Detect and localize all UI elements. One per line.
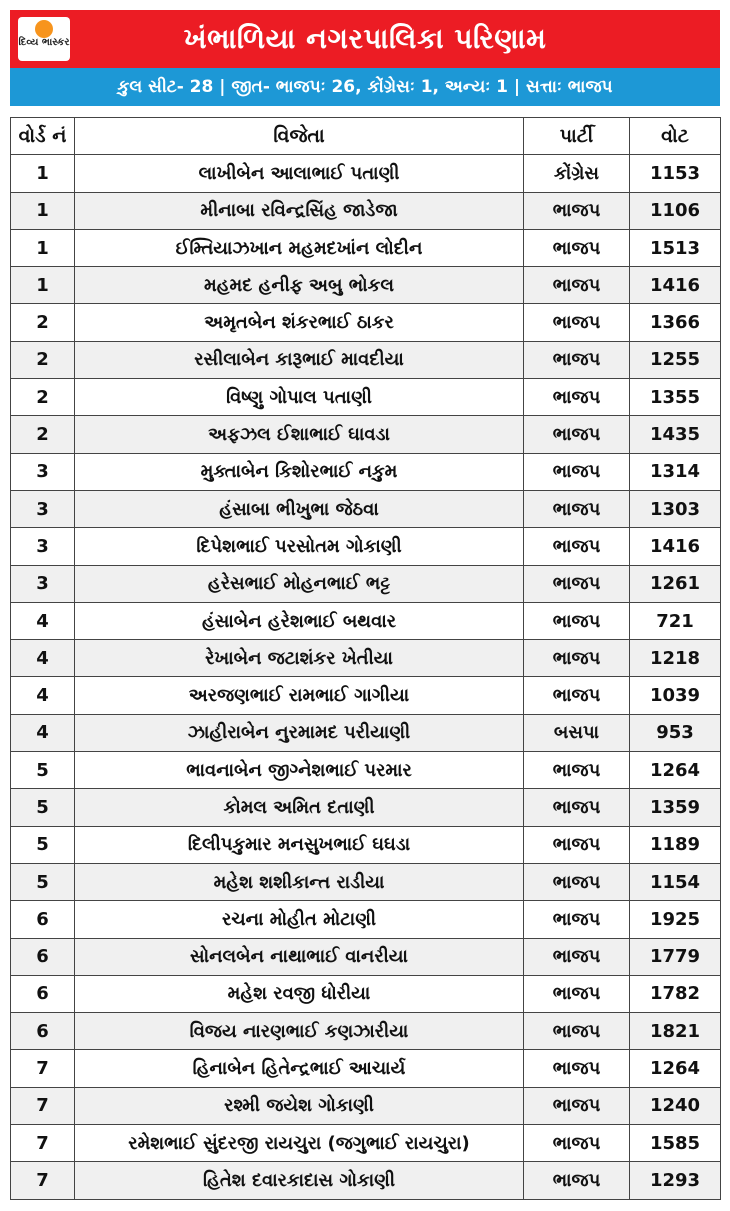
winner-cell: મહેશ શશીકાન્ત રાડીયા	[75, 863, 524, 900]
party-cell: ભાજપ	[524, 267, 630, 304]
ward-cell: 2	[11, 341, 75, 378]
party-cell: ભાજપ	[524, 938, 630, 975]
table-row	[11, 640, 721, 677]
winner-cell: હંસાબેન હરેશભાઈ બથવાર	[75, 602, 524, 639]
party-cell: ભાજપ	[524, 677, 630, 714]
ward-cell: 6	[11, 901, 75, 938]
table-row	[11, 863, 721, 900]
table-row	[11, 602, 721, 639]
party-cell: ભાજપ	[524, 975, 630, 1012]
votes-cell: 1189	[630, 826, 721, 863]
winner-cell: લાખીબેન આલાભાઈ પતાણી	[75, 155, 524, 192]
ward-cell: 3	[11, 453, 75, 490]
winner-cell: હિતેશ દવારકાદાસ ગોકાણી	[75, 1162, 524, 1199]
ward-cell: 6	[11, 1013, 75, 1050]
sun-icon	[35, 20, 53, 38]
table-row	[11, 453, 721, 490]
table-row	[11, 714, 721, 751]
winner-cell: રશ્મી જયેશ ગોકાણી	[75, 1087, 524, 1124]
party-cell: ભાજપ	[524, 789, 630, 826]
votes-cell: 1585	[630, 1125, 721, 1162]
votes-cell: 1255	[630, 341, 721, 378]
title-bar	[10, 10, 720, 68]
winner-cell: સોનલબેન નાથાભાઈ વાનરીયા	[75, 938, 524, 975]
winner-cell: મુક્તાબેન કિશોરભાઈ નકુમ	[75, 453, 524, 490]
votes-cell: 1782	[630, 975, 721, 1012]
table-row	[11, 677, 721, 714]
votes-cell: 1925	[630, 901, 721, 938]
votes-cell: 1106	[630, 192, 721, 229]
winner-cell: અરજણભાઈ રામભાઈ ગાગીયા	[75, 677, 524, 714]
ward-cell: 3	[11, 528, 75, 565]
votes-cell: 1218	[630, 640, 721, 677]
summary-text: કુલ સીટ- 28 | જીત- ભાજપઃ 26, કોંગ્રેસઃ 1, અન્યઃ 1 | સત્તાઃ ભાજપ	[117, 77, 613, 97]
winner-cell: ઝાહીરાબેન નુરમામદ પરીયાણી	[75, 714, 524, 751]
votes-cell: 1303	[630, 490, 721, 527]
party-cell: ભાજપ	[524, 1125, 630, 1162]
table-row	[11, 490, 721, 527]
votes-cell: 1240	[630, 1087, 721, 1124]
ward-cell: 5	[11, 752, 75, 789]
votes-cell: 1366	[630, 304, 721, 341]
votes-cell: 1153	[630, 155, 721, 192]
votes-cell: 1779	[630, 938, 721, 975]
winner-cell: રચના મોહીત મોટાણી	[75, 901, 524, 938]
column-header-winner: વિજેતા	[75, 118, 524, 155]
table-row	[11, 304, 721, 341]
table-row	[11, 975, 721, 1012]
table-row	[11, 826, 721, 863]
table-row	[11, 1087, 721, 1124]
votes-cell: 1821	[630, 1013, 721, 1050]
ward-cell: 7	[11, 1087, 75, 1124]
votes-cell: 721	[630, 602, 721, 639]
winner-cell: હંસાબા ભીખુભા જેઠવા	[75, 490, 524, 527]
table-row	[11, 267, 721, 304]
winner-cell: હિનાબેન હિતેન્દ્રભાઈ આચાર્ય	[75, 1050, 524, 1087]
winner-cell: ભાવનાબેન જીગ્નેશભાઈ પરમાર	[75, 752, 524, 789]
votes-cell: 1416	[630, 267, 721, 304]
winner-cell: હરેસભાઈ મોહનભાઈ ભટ્ટ	[75, 565, 524, 602]
votes-cell: 1261	[630, 565, 721, 602]
party-cell: ભાજપ	[524, 490, 630, 527]
votes-cell: 1359	[630, 789, 721, 826]
votes-cell: 1264	[630, 1050, 721, 1087]
party-cell: ભાજપ	[524, 229, 630, 266]
ward-cell: 3	[11, 565, 75, 602]
votes-cell: 1513	[630, 229, 721, 266]
ward-cell: 6	[11, 975, 75, 1012]
winner-cell: વિષ્ણુ ગોપાલ પતાણી	[75, 379, 524, 416]
table-row	[11, 379, 721, 416]
votes-cell: 1435	[630, 416, 721, 453]
ward-cell: 1	[11, 155, 75, 192]
winner-cell: દિલીપકુમાર મનસુખભાઈ ઘઘડા	[75, 826, 524, 863]
table-row	[11, 1013, 721, 1050]
ward-cell: 5	[11, 863, 75, 900]
party-cell: ભાજપ	[524, 453, 630, 490]
winner-cell: મીનાબા રવિન્દ્રસિંહ જાડેજા	[75, 192, 524, 229]
ward-cell: 1	[11, 229, 75, 266]
column-header-votes: વોટ	[630, 118, 721, 155]
header-row	[11, 118, 721, 155]
votes-cell: 1314	[630, 453, 721, 490]
page-title: ખંભાળિયા નગરપાલિકા પરિણામ	[183, 22, 547, 55]
winner-cell: ઈમ્તિયાઝખાન મહમદખાંન લોદીન	[75, 229, 524, 266]
ward-cell: 5	[11, 826, 75, 863]
party-cell: ભાજપ	[524, 192, 630, 229]
results-body	[11, 155, 721, 1199]
votes-cell: 1154	[630, 863, 721, 900]
table-row	[11, 752, 721, 789]
winner-cell: દિપેશભાઈ પરસોતમ ગોકાણી	[75, 528, 524, 565]
party-cell: ભાજપ	[524, 863, 630, 900]
winner-cell: અફઝલ ઈશાભાઈ ઘાવડા	[75, 416, 524, 453]
votes-cell: 1264	[630, 752, 721, 789]
party-cell: ભાજપ	[524, 565, 630, 602]
table-row	[11, 901, 721, 938]
ward-cell: 4	[11, 677, 75, 714]
party-cell: ભાજપ	[524, 1162, 630, 1199]
party-cell: ભાજપ	[524, 304, 630, 341]
party-cell: ભાજપ	[524, 901, 630, 938]
table-row	[11, 1050, 721, 1087]
table-row	[11, 789, 721, 826]
party-cell: ભાજપ	[524, 1013, 630, 1050]
ward-cell: 4	[11, 640, 75, 677]
logo-text: દિવ્ય ભાસ્કર	[18, 37, 70, 48]
votes-cell: 1293	[630, 1162, 721, 1199]
table-row	[11, 565, 721, 602]
table-row	[11, 1162, 721, 1199]
winner-cell: રમેશભાઈ સુંદરજી રાયચુરા (જગુભાઈ રાયચુરા)	[75, 1125, 524, 1162]
ward-cell: 7	[11, 1050, 75, 1087]
winner-cell: કોમલ અમિત દતાણી	[75, 789, 524, 826]
party-cell: ભાજપ	[524, 528, 630, 565]
table-row	[11, 192, 721, 229]
table-row	[11, 155, 721, 192]
ward-cell: 2	[11, 304, 75, 341]
party-cell: ભાજપ	[524, 1050, 630, 1087]
party-cell: ભાજપ	[524, 379, 630, 416]
party-cell: ભાજપ	[524, 1087, 630, 1124]
table-row	[11, 1125, 721, 1162]
summary-bar	[10, 68, 720, 106]
winner-cell: મહમદ હનીફ અબુ ભોકલ	[75, 267, 524, 304]
winner-cell: રસીલાબેન કારૂભાઈ માવદીયા	[75, 341, 524, 378]
party-cell: ભાજપ	[524, 826, 630, 863]
divya-bhaskar-logo	[18, 17, 70, 61]
votes-cell: 1416	[630, 528, 721, 565]
votes-cell: 1039	[630, 677, 721, 714]
table-row	[11, 528, 721, 565]
table-row	[11, 229, 721, 266]
party-cell: ભાજપ	[524, 602, 630, 639]
votes-cell: 1355	[630, 379, 721, 416]
party-cell: ભાજપ	[524, 341, 630, 378]
winner-cell: રેખાબેન જટાશંકર ખેતીયા	[75, 640, 524, 677]
ward-cell: 2	[11, 379, 75, 416]
party-cell: બસપા	[524, 714, 630, 751]
table-row	[11, 938, 721, 975]
ward-cell: 2	[11, 416, 75, 453]
table-row	[11, 416, 721, 453]
party-cell: ભાજપ	[524, 752, 630, 789]
ward-cell: 4	[11, 714, 75, 751]
ward-cell: 7	[11, 1162, 75, 1199]
ward-cell: 1	[11, 192, 75, 229]
results-table	[10, 117, 721, 1200]
ward-cell: 4	[11, 602, 75, 639]
party-cell: કોંગ્રેસ	[524, 155, 630, 192]
ward-cell: 1	[11, 267, 75, 304]
ward-cell: 5	[11, 789, 75, 826]
ward-cell: 6	[11, 938, 75, 975]
votes-cell: 953	[630, 714, 721, 751]
party-cell: ભાજપ	[524, 640, 630, 677]
column-header-ward: વોર્ડ નં	[11, 118, 75, 155]
winner-cell: વિજય નારણભાઈ કણઝારીયા	[75, 1013, 524, 1050]
party-cell: ભાજપ	[524, 416, 630, 453]
winner-cell: મહેશ રવજી ધોરીયા	[75, 975, 524, 1012]
ward-cell: 7	[11, 1125, 75, 1162]
winner-cell: અમૃતબેન શંકરભાઈ ઠાકર	[75, 304, 524, 341]
table-row	[11, 341, 721, 378]
ward-cell: 3	[11, 490, 75, 527]
column-header-party: પાર્ટી	[524, 118, 630, 155]
